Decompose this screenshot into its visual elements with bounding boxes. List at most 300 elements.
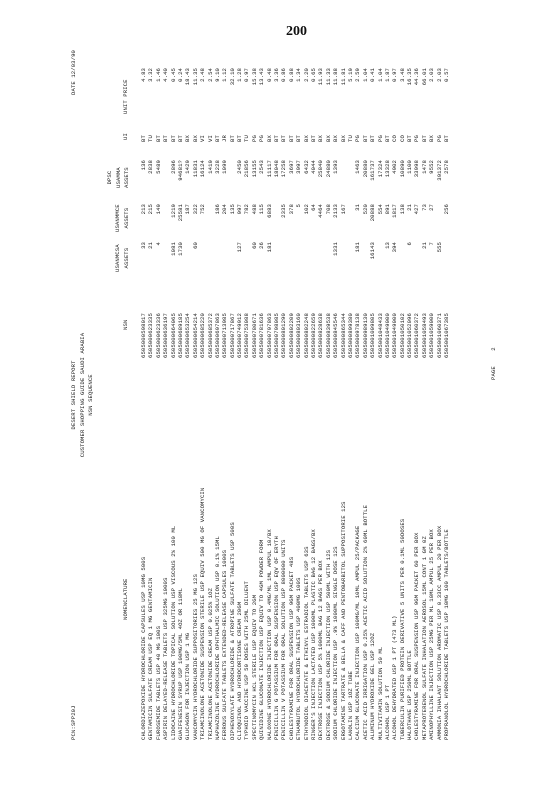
table-row bbox=[362, 50, 369, 740]
table-row bbox=[251, 50, 258, 740]
usanmcsa-assets: 21 bbox=[147, 242, 155, 249]
dpsc-assets: 391372 bbox=[435, 160, 443, 181]
footer bbox=[490, 335, 499, 380]
dpsc-assets: 20880 bbox=[361, 160, 369, 178]
usanmcsa-assets: 181 bbox=[354, 242, 362, 253]
usanmmce-assets: 186 bbox=[213, 204, 221, 215]
dpsc-assets: 3697 bbox=[287, 160, 295, 174]
usanmmce-assets: 27 bbox=[428, 204, 436, 211]
item-nsn: 6505001049000 bbox=[383, 313, 391, 358]
page-number: 200 bbox=[286, 24, 307, 39]
dpsc-assets: 13155 bbox=[250, 160, 258, 178]
unit-of-issue: BT bbox=[406, 135, 414, 142]
item-nomenclature: TYPHOID VACCINE USP 50 DOSES WITH 25ML DILUENT bbox=[243, 580, 251, 740]
doc-id-text: PCN:SPP20J bbox=[70, 705, 77, 740]
unit-of-issue: BX bbox=[324, 135, 332, 142]
usanmcsa-assets: 555 bbox=[435, 242, 443, 253]
unit-of-issue: BT bbox=[140, 135, 147, 142]
item-nsn: 6505000685220 bbox=[199, 313, 207, 358]
table-row bbox=[258, 50, 265, 740]
dpsc-assets: 25840 bbox=[317, 160, 325, 178]
usanmmce-assets: 204 bbox=[221, 204, 229, 215]
table-row bbox=[207, 50, 214, 740]
usanmmce-assets: 138 bbox=[398, 204, 406, 215]
table-row bbox=[266, 50, 273, 740]
col-unit-price: UNIT PRICE bbox=[122, 79, 129, 114]
item-nomenclature: LIDOCAINE HYDROCHLORIDE TOPICAL SOLUTION USP VISCOUS 2% 100 ML bbox=[169, 525, 177, 740]
item-nomenclature: RINGER'S INJECTION LACTATED USP 1000ML PLASTIC BAG 12 BAGS/BX bbox=[309, 529, 317, 740]
unit-of-issue: VI bbox=[199, 135, 207, 142]
dpsc-assets: 4902 bbox=[391, 160, 399, 174]
table-row bbox=[369, 50, 376, 740]
item-nsn: 6505000653254 bbox=[184, 313, 192, 358]
table-row bbox=[303, 50, 310, 740]
table-row bbox=[325, 50, 332, 740]
col-nomenclature: NOMENCLATURE bbox=[122, 578, 129, 620]
unit-price: 16.35 bbox=[406, 68, 414, 86]
unit-of-issue: BT bbox=[295, 135, 303, 142]
usanmmce-assets: 752 bbox=[199, 204, 207, 215]
unit-price: 0.45 bbox=[169, 68, 177, 82]
unit-price: 13.43 bbox=[258, 68, 266, 86]
usanmcsa-assets: 127 bbox=[236, 242, 244, 253]
unit-price: 44.36 bbox=[413, 68, 421, 86]
dpsc-assets: 5489 bbox=[154, 160, 162, 174]
unit-price: 4.40 bbox=[162, 68, 170, 82]
item-nomenclature: SODIUM CHLORIDE INJECTION USP .9% 1000ML SINGLE DOSE 12S bbox=[332, 546, 340, 740]
table-row bbox=[147, 50, 154, 740]
item-nsn: 6505000636197 bbox=[162, 313, 170, 358]
item-nomenclature: ALUMINUM HYDROXIDE GEL USP 12OZ bbox=[369, 632, 377, 740]
unit-price: 15.38 bbox=[250, 68, 258, 86]
usanmmce-assets: 5 bbox=[295, 204, 303, 208]
table-row bbox=[236, 50, 243, 740]
unit-of-issue: PG bbox=[435, 135, 443, 142]
table-row bbox=[192, 50, 199, 740]
usanmcsa-assets: 13 bbox=[383, 242, 391, 249]
dpsc-assets: 1393 bbox=[332, 160, 340, 174]
unit-price: 3.32 bbox=[147, 68, 155, 82]
dpsc-assets: 1419 bbox=[206, 160, 214, 174]
item-nsn: 6505000802248 bbox=[302, 313, 310, 358]
table-row bbox=[243, 50, 250, 740]
unit-price: 0.65 bbox=[309, 68, 317, 82]
dpsc-assets: 2543 bbox=[258, 160, 266, 174]
table-row bbox=[155, 50, 162, 740]
item-nomenclature: DIPHENOXYLATE HYDROCHLORIDE & ATROPINE SULFATE TABLETS USP 500S bbox=[228, 522, 236, 740]
item-nomenclature: TRIAMCINOLONE ACETONIDE SUSPENSION STERILE USP EQUIV 500 MG OF VANCOMYCIN bbox=[199, 487, 207, 740]
usanmcsa-assets: 26 bbox=[258, 242, 266, 249]
unit-price: 1.04 bbox=[361, 68, 369, 82]
item-nsn: 6505000623335 bbox=[147, 313, 155, 358]
usanmcsa-assets: 7 bbox=[428, 242, 436, 246]
item-nomenclature: ASPIRIN DELAYED-RELEASE TABLETS USP 325MG 1000S bbox=[162, 577, 170, 740]
item-nomenclature: PENICILLIN G POTASSIUM FOR ORAL SUSPENSION USP EQV OF ERYTH bbox=[273, 536, 281, 740]
item-nsn: 6505000689185 bbox=[176, 313, 184, 358]
table-row bbox=[377, 50, 384, 740]
unit-of-issue: BT bbox=[236, 135, 244, 142]
unit-of-issue: BT bbox=[162, 135, 170, 142]
usanmmce-assets: 167 bbox=[339, 204, 347, 215]
doc-id bbox=[70, 705, 79, 740]
unit-of-issue: PG bbox=[354, 135, 362, 142]
unit-price: 0.97 bbox=[391, 68, 399, 82]
unit-price: 0.97 bbox=[243, 68, 251, 82]
table-row bbox=[229, 50, 236, 740]
unit-of-issue: PG bbox=[258, 135, 266, 142]
table-row bbox=[347, 50, 354, 740]
table-row bbox=[177, 50, 184, 740]
col-nsn: NSN bbox=[122, 319, 129, 330]
dpsc-assets: 1100 bbox=[406, 160, 414, 174]
usanmmce-assets: 149 bbox=[154, 204, 162, 215]
item-nomenclature: FUROSEMIDE TABLETS USP 40 MG 100S bbox=[154, 625, 162, 740]
usanmmce-assets: 215 bbox=[147, 204, 155, 215]
unit-price: 0.41 bbox=[369, 68, 377, 82]
unit-of-issue: BX bbox=[317, 135, 325, 142]
dpsc-assets: 4044 bbox=[309, 160, 317, 174]
unit-price: 11.35 bbox=[191, 68, 199, 86]
unit-price: 2.54 bbox=[206, 68, 214, 82]
unit-of-issue: BX bbox=[302, 135, 310, 142]
item-nsn: 6505000780671 bbox=[250, 313, 258, 358]
dpsc-assets: 11117 bbox=[265, 160, 273, 178]
dpsc-assets: 17324 bbox=[376, 160, 384, 178]
col-ui: UI bbox=[122, 133, 129, 140]
col-dpsc: DPSC USAMMA ASSETS bbox=[106, 167, 131, 188]
item-nsn: 6505000822659 bbox=[309, 313, 317, 358]
item-nomenclature: PROPRANOLOL HYDROCHLORIDE TABLETS USP 10MG 100 TABLETS/BOTTLE bbox=[443, 529, 451, 740]
unit-of-issue: BT bbox=[273, 135, 281, 142]
usanmcsa-assets: 16143 bbox=[369, 242, 377, 260]
item-nsn: 6505000713985 bbox=[221, 313, 229, 358]
dpsc-assets: 1429 bbox=[184, 160, 192, 174]
dpsc-assets: 1099 bbox=[221, 160, 229, 174]
item-nomenclature: CHLORDIAZEPOXIDE HYDROCHLORIDE CAPSULES USP 10MG 500S bbox=[140, 556, 147, 740]
item-nomenclature: ETHAMBUTOL HYDROCHLORIDE TABLETS USP 400MG 100S bbox=[295, 577, 303, 740]
table-row bbox=[221, 50, 228, 740]
dpsc-assets: 94681? bbox=[176, 160, 184, 181]
table-row bbox=[413, 50, 420, 740]
unit-price: 2.59 bbox=[354, 68, 362, 82]
table-row bbox=[406, 50, 413, 740]
title-line-2: CUSTOMER SHOPPING GUIDE SAUDI ARABIA bbox=[78, 332, 86, 458]
footer-page-value: 2 bbox=[490, 347, 497, 351]
item-nsn: 6505000798085 bbox=[273, 313, 281, 358]
table-row bbox=[384, 50, 391, 740]
dpsc-assets: 10890 bbox=[398, 160, 406, 178]
usanmmce-assets: 135 bbox=[228, 204, 236, 215]
usanmmce-assets: 21 bbox=[406, 204, 414, 211]
unit-of-issue: PG bbox=[376, 135, 384, 142]
item-nomenclature: MULTIVITAMIN SOLUTION 50 ML bbox=[376, 646, 384, 740]
usanmcsa-assets: 6 bbox=[406, 242, 414, 246]
unit-of-issue: TU bbox=[346, 135, 354, 142]
item-nsn: 6505001067385 bbox=[443, 313, 451, 358]
unit-price: 2.48 bbox=[199, 68, 207, 82]
dpsc-assets: 11831 bbox=[191, 160, 199, 178]
table-row bbox=[340, 50, 347, 740]
footer-page-label: PAGE bbox=[490, 366, 497, 380]
unit-of-issue: BT bbox=[154, 135, 162, 142]
usanmmce-assets: 2335 bbox=[280, 204, 288, 218]
title-line-3: NSN SEQUENCE bbox=[87, 374, 95, 416]
usanmmce-assets: 6883 bbox=[265, 204, 273, 218]
unit-price: 11.81 bbox=[339, 68, 347, 86]
table-row bbox=[310, 50, 317, 740]
dpsc-assets: 33998 bbox=[413, 160, 421, 178]
item-nsn: 6505000989130 bbox=[361, 313, 369, 358]
item-nsn: 6505000781636 bbox=[258, 313, 266, 358]
item-nsn: 6505000598017 bbox=[140, 313, 147, 358]
unit-of-issue: BT bbox=[176, 135, 184, 142]
usanmcsa-assets: 1730 bbox=[176, 242, 184, 256]
unit-of-issue: BT bbox=[169, 135, 177, 142]
table-row bbox=[273, 50, 280, 740]
unit-of-issue: BT bbox=[443, 135, 451, 142]
table-row bbox=[280, 50, 287, 740]
item-nsn: 6505000797863 bbox=[265, 313, 273, 358]
item-nomenclature: METAPROTERENOL SULFATE INHALATION AEROSOL 15ML CONT 1 GM 0Z bbox=[420, 536, 428, 740]
table-row bbox=[170, 50, 177, 740]
table-row bbox=[399, 50, 406, 740]
dpsc-assets: 2450 bbox=[236, 160, 244, 174]
dpsc-assets: 1478 bbox=[420, 160, 428, 174]
usanmmce-assets: 322 bbox=[191, 204, 199, 215]
unit-of-issue: BX bbox=[339, 135, 347, 142]
item-nomenclature: CHOLESTYRAMINE FOR ORAL SUSPENSION USP 9GM PACKET 60 PER BOX bbox=[413, 532, 421, 740]
dpsc-assets: 136 bbox=[140, 160, 147, 171]
unit-price: 3.36 bbox=[273, 68, 281, 82]
unit-of-issue: BT bbox=[287, 135, 295, 142]
report-date bbox=[70, 50, 79, 95]
unit-price: 0.48 bbox=[265, 68, 273, 82]
unit-price: 2.03 bbox=[428, 68, 436, 82]
unit-price: 0.88 bbox=[287, 68, 295, 82]
unit-of-issue: BT bbox=[228, 135, 236, 142]
item-nsn: 6505000717867 bbox=[228, 313, 236, 358]
usanmmce-assets: 488 bbox=[250, 204, 258, 215]
unit-of-issue: BT bbox=[369, 135, 377, 142]
dpsc-assets: 17258 bbox=[280, 160, 288, 178]
item-nomenclature: AMINOPHYLLINE INJECTION USP 25MG PER ML 10ML AMPUL 25 PER BOX bbox=[428, 529, 436, 740]
item-nomenclature: GENTAMICIN SULFATE CREAM USP EQ 1 MG GENTAMICIN bbox=[147, 577, 155, 740]
item-nsn: 6505000801290 bbox=[280, 313, 288, 358]
usanmmce-assets: 782 bbox=[243, 204, 251, 215]
unit-of-issue: BX bbox=[265, 135, 273, 142]
unit-price: 0.86 bbox=[280, 68, 288, 82]
unit-of-issue: TU bbox=[147, 135, 155, 142]
usanmcsa-assets: 60 bbox=[191, 242, 199, 249]
title-line-1: DESERT SHIELD REPORT bbox=[70, 360, 77, 430]
table-row bbox=[214, 50, 221, 740]
usanmcsa-assets: 33 bbox=[140, 242, 147, 249]
item-nsn: 6505001058493 bbox=[420, 313, 428, 358]
item-nomenclature: AMMONIA INHALANT SOLUTION AROMATIC USP 0.33CC AMPUL 20 PER BOX bbox=[435, 525, 443, 740]
usanmcsa-assets: 4 bbox=[154, 242, 162, 246]
unit-price: 2.20 bbox=[302, 68, 310, 82]
table-row bbox=[288, 50, 295, 740]
unit-of-issue: TU bbox=[243, 135, 251, 142]
item-nomenclature: GLUCAGON FOR INJECTION USP 1 MG bbox=[184, 632, 192, 740]
dpsc-assets: 24880 bbox=[324, 160, 332, 178]
unit-price: 1.87 bbox=[383, 68, 391, 82]
usanmmce-assets: 187 bbox=[184, 204, 192, 215]
dpsc-assets: 2578 bbox=[443, 160, 451, 174]
item-nsn: 6505001052096 bbox=[406, 313, 414, 358]
table-row bbox=[443, 50, 450, 740]
item-nomenclature: ACETIC ACID IRRIGATION USP 0.25% ACETIC ACID SOLUTION 2% 60ML BOTTLE bbox=[361, 504, 369, 740]
dpsc-assets: 3228 bbox=[213, 160, 221, 174]
unit-of-issue: BT bbox=[361, 135, 369, 142]
col-usanmcsa: USANMCSA ASSETS bbox=[114, 244, 130, 272]
unit-price: 11.93 bbox=[317, 68, 325, 86]
item-nomenclature: CALCIUM GLUCONATE INJECTION USP 100MG/ML 10ML AMPUL 25/PACKAGE bbox=[354, 525, 362, 740]
dpsc-assets: 2838 bbox=[147, 160, 155, 174]
item-nomenclature: GUAIFENESIN SYRUP USP 100MG/5ML 4OZ OR 118ML bbox=[176, 587, 184, 740]
dpsc-assets: 9552 bbox=[428, 160, 436, 174]
item-nsn: 6505000623336 bbox=[154, 313, 162, 358]
usanmmce-assets: 708 bbox=[324, 204, 332, 215]
usanmcsa-assets: 181 bbox=[265, 242, 273, 253]
usanmmce-assets: 554 bbox=[376, 204, 384, 215]
unit-of-issue: PG bbox=[413, 135, 421, 142]
usanmmce-assets: 1817 bbox=[391, 204, 399, 218]
unit-of-issue: BX bbox=[428, 135, 436, 142]
item-nsn: 6505001060371 bbox=[435, 313, 443, 358]
unit-price: 11.33 bbox=[324, 68, 332, 86]
item-nomenclature: CHOLESTYRAMINE FOR ORAL SUSPENSION USP 9GM PACKET 48S bbox=[287, 556, 295, 740]
dpsc-assets: 1463 bbox=[354, 160, 362, 174]
unit-price: 32.10 bbox=[228, 68, 236, 86]
item-nsn: 6505000654214 bbox=[191, 313, 199, 358]
usanmcsa-assets: 1331 bbox=[332, 242, 340, 256]
item-nomenclature: QUINIDINE GLUCONATE INJECTION USP EQUIV TO 4GM POWDER FORM bbox=[258, 539, 266, 740]
usanmmce-assets: 64 bbox=[309, 204, 317, 211]
table-row bbox=[421, 50, 428, 740]
item-nomenclature: NALOXONE HYDROCHLORIDE INJECTION USP 0.4MG/ML 1ML AMPUL 10/BX bbox=[265, 529, 273, 740]
usanmmce-assets: 20888 bbox=[369, 204, 377, 222]
unit-price: 11.88 bbox=[332, 68, 340, 86]
usanmmce-assets: 427 bbox=[413, 204, 421, 215]
usanmcsa-assets: 394 bbox=[391, 242, 399, 253]
item-nsn: 6505001050102 bbox=[398, 313, 406, 358]
item-nsn: 6505000865344 bbox=[339, 313, 347, 358]
item-nomenclature: HALOTHANE USP 250ML BOTTLE bbox=[406, 650, 414, 740]
item-nomenclature: SPECTINOMYCIN HCL STERILE USP EQUIV TO 2GM bbox=[250, 594, 258, 740]
item-nsn: 6505000803160 bbox=[295, 313, 303, 358]
item-nsn: 6505000828638 bbox=[317, 313, 325, 358]
unit-of-issue: BT bbox=[420, 135, 428, 142]
usanmmce-assets: 2133 bbox=[332, 204, 340, 218]
date-value: 12/03/90 bbox=[70, 50, 77, 78]
unit-price: 1.28 bbox=[236, 68, 244, 82]
date-label: DATE bbox=[70, 81, 77, 95]
dpsc-assets: 3997 bbox=[295, 160, 303, 174]
unit-of-issue: CO bbox=[391, 135, 399, 142]
dpsc-assets: 161737 bbox=[369, 160, 377, 181]
table-row bbox=[184, 50, 191, 740]
item-nomenclature: CLIOQUINOL AND HYDROCORTISONE CREAM 20GM bbox=[236, 601, 244, 740]
unit-of-issue: BX bbox=[184, 135, 192, 142]
item-nsn: 6505001059000 bbox=[428, 313, 436, 358]
usanmmce-assets: 31 bbox=[354, 204, 362, 211]
col-usanmmce: USANMMCE ASSETS bbox=[114, 204, 130, 232]
unit-price: 18.43 bbox=[184, 68, 192, 86]
table-row bbox=[140, 50, 147, 740]
usanmmce-assets: 25581 bbox=[176, 204, 184, 222]
unit-price: 3.48 bbox=[398, 68, 406, 82]
usanmmce-assets: 73 bbox=[420, 204, 428, 211]
unit-of-issue: BT bbox=[280, 135, 288, 142]
item-nsn: 6505000978138 bbox=[354, 313, 362, 358]
item-nomenclature: NAPHAZOLINE HYDROCHLORIDE OPHTHALMIC SOLUTION USP 0.1% 15ML bbox=[213, 536, 221, 740]
usanmcsa-assets: 1081 bbox=[169, 242, 177, 256]
table-row bbox=[428, 50, 435, 740]
usanmmce-assets: 213 bbox=[140, 204, 147, 215]
item-nsn: 6505000685372 bbox=[206, 313, 214, 358]
item-nsn: 6505000749912 bbox=[236, 313, 244, 358]
item-nomenclature: ERGOTAMINE TARTRATE & BELLA & CAFF AND PENTOBARBITOL SUPPOSITORIE 12S bbox=[339, 501, 347, 740]
unit-price: 0.24 bbox=[176, 68, 184, 82]
item-nsn: 6505001049000 bbox=[391, 313, 399, 358]
unit-of-issue: JR bbox=[221, 135, 229, 142]
item-nomenclature: DEXTROSE INJECTION USP 5% 1000ML BAG 12 BAGS PER BOX bbox=[317, 560, 325, 740]
unit-price: 4.83 bbox=[140, 68, 147, 82]
item-nomenclature: VANCOMYCIN HYDROCHLORIDE SUPPOSITORIES 25 MG 12S bbox=[191, 574, 199, 740]
unit-of-issue: BT bbox=[383, 135, 391, 142]
table-row bbox=[391, 50, 398, 740]
usanmmce-assets: 102 bbox=[302, 204, 310, 215]
table-row bbox=[162, 50, 169, 740]
item-nsn: 6505000845546 bbox=[332, 313, 340, 358]
unit-price: 66.01 bbox=[420, 68, 428, 86]
unit-price: 1.34 bbox=[295, 68, 303, 82]
unit-price: 5.19 bbox=[346, 68, 354, 82]
item-nsn: 6505001009805 bbox=[369, 313, 377, 358]
item-nsn: 6505001060372 bbox=[413, 313, 421, 358]
table-row bbox=[295, 50, 302, 740]
usanmmce-assets: 997 bbox=[236, 204, 244, 215]
dpsc-assets: 6432 bbox=[302, 160, 310, 174]
dpsc-assets: 13328 bbox=[383, 160, 391, 178]
item-nsn: 6505000753088 bbox=[243, 313, 251, 358]
unit-of-issue: BT bbox=[213, 135, 221, 142]
unit-price: 0.57 bbox=[443, 68, 451, 82]
unit-of-issue: CO bbox=[398, 135, 406, 142]
table-row bbox=[317, 50, 324, 740]
usanmmce-assets: 378 bbox=[287, 204, 295, 215]
item-nomenclature: ALCOHOL USP 1 PT bbox=[383, 684, 391, 740]
report-title bbox=[70, 280, 96, 510]
table-row bbox=[436, 50, 443, 740]
unit-of-issue: BX bbox=[191, 135, 199, 142]
usanmmce-assets: 520 bbox=[361, 204, 369, 215]
unit-price: 1.12 bbox=[221, 68, 229, 82]
item-nsn: 6505000899380 bbox=[346, 313, 354, 358]
item-nomenclature: DEXTROSE & SODIUM CHLORIDE INJECTION USP 500ML WITH 12S bbox=[324, 549, 332, 740]
usanmmce-assets: 891 bbox=[383, 204, 391, 215]
report-sheet bbox=[70, 50, 500, 740]
item-nsn: 6505000839538 bbox=[324, 313, 332, 358]
dpsc-assets: 16124 bbox=[199, 160, 207, 178]
table-row bbox=[354, 50, 361, 740]
unit-price: 9.10 bbox=[213, 68, 221, 82]
item-nomenclature: PENICILLIN V POTASSIUM FOR ORAL SOLUTION USP 8000000 UNITS bbox=[280, 539, 288, 740]
usanmcsa-assets: 21 bbox=[420, 242, 428, 249]
table-row bbox=[199, 50, 206, 740]
item-nsn: 6505000664065 bbox=[169, 313, 177, 358]
